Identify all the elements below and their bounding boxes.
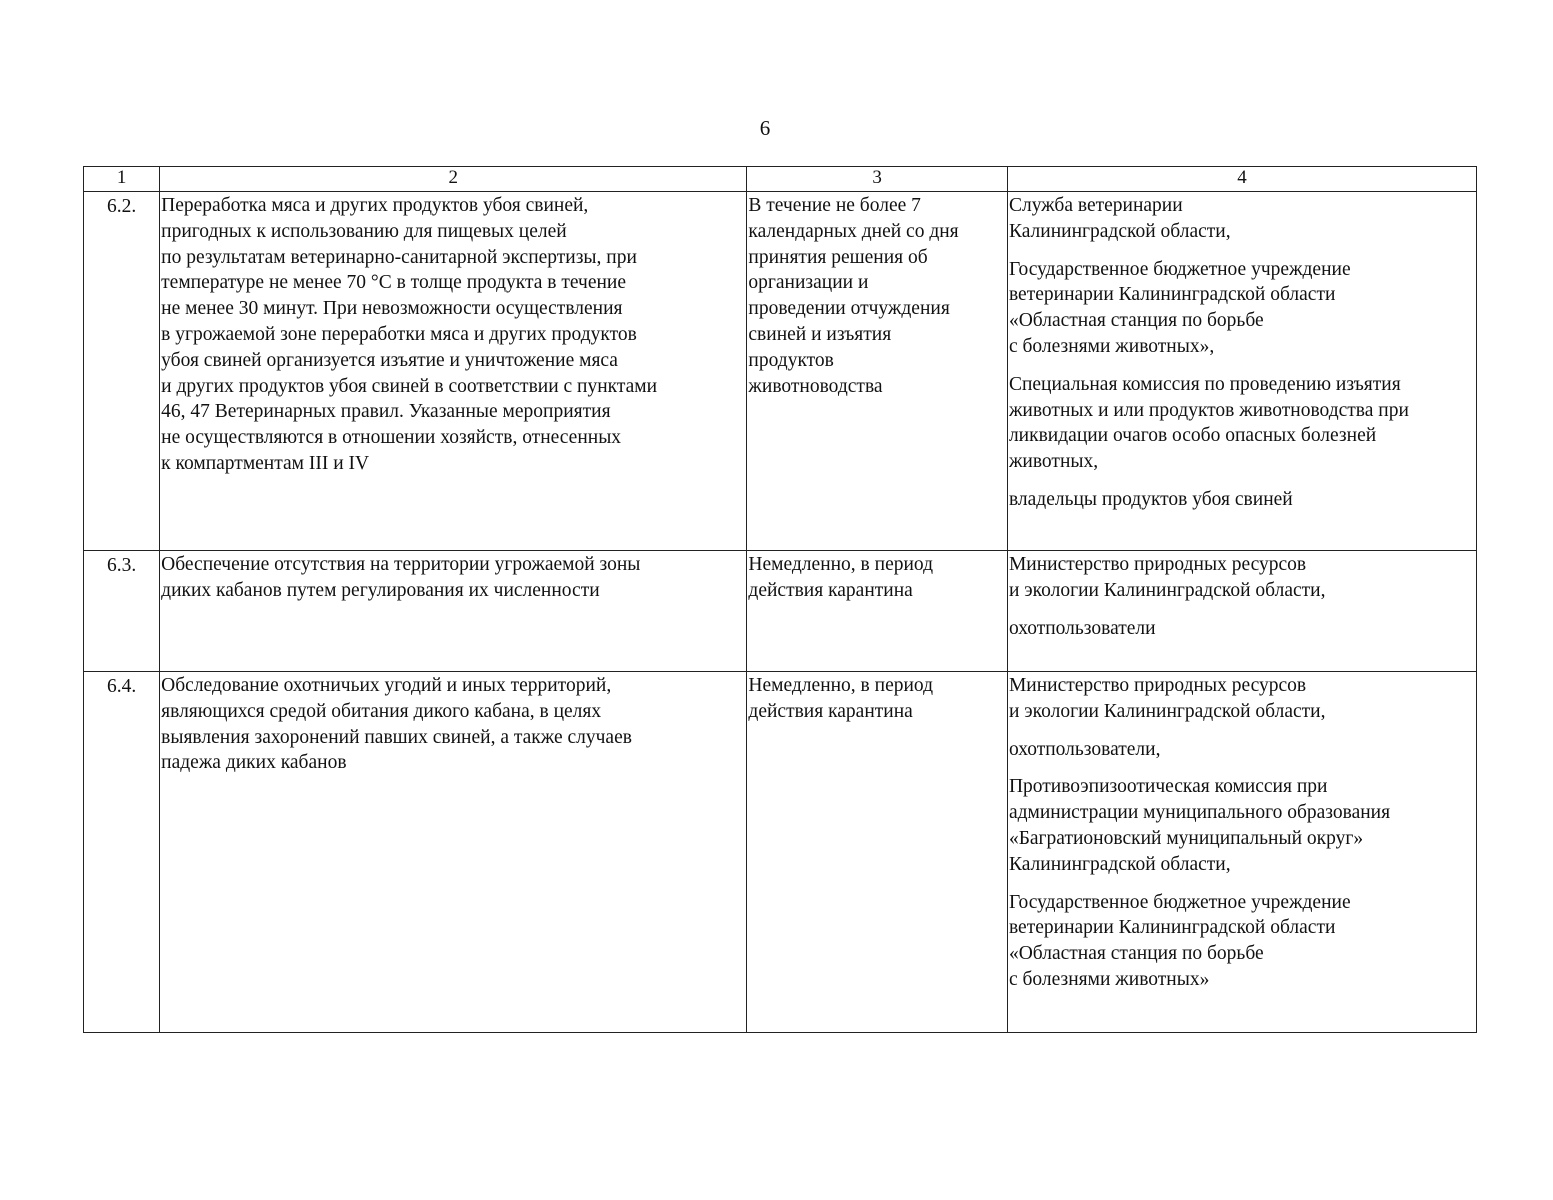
- text-line: и экологии Калининградской области,: [1008, 700, 1326, 722]
- text-line: Калининградской области,: [1008, 220, 1231, 242]
- executor-entry: [1009, 616, 1474, 642]
- text-line: принятия решения об: [748, 246, 928, 268]
- executor-cell: [1007, 672, 1476, 1033]
- executor-entry: [1009, 737, 1474, 763]
- text-line: и других продуктов убоя свиней в соответствии с пунктами: [161, 375, 658, 397]
- text-line: Обследование охотничьих угодий и иных территорий,: [161, 675, 612, 696]
- table-row: [84, 672, 1477, 1033]
- executor-entry: [1009, 673, 1474, 725]
- text-line: «Багратионовский муниципальный округ»: [1008, 827, 1364, 849]
- text-line: температуре не менее 70 °С в толще продукта в течение: [161, 272, 627, 294]
- text-line: в угрожаемой зоне переработки мяса и других продуктов: [161, 323, 637, 345]
- text-line: «Областная станция по борьбе: [1008, 943, 1264, 965]
- text-line: Специальная комиссия по проведению изъятия: [1008, 373, 1401, 395]
- row-number: 6.3.: [84, 551, 160, 672]
- text-line: свиней и изъятия: [748, 323, 892, 345]
- text-line: действия карантина: [748, 700, 913, 722]
- text-line: календарных дней со дня: [748, 220, 959, 242]
- text-line: продуктов: [748, 349, 834, 371]
- table-row: [84, 551, 1477, 672]
- executor-entry: [1009, 552, 1474, 604]
- text-line: владельцы продуктов убоя свиней: [1008, 488, 1293, 510]
- header-cell-num: 1: [84, 167, 160, 192]
- executor-cell: [1007, 192, 1476, 551]
- text-line: ликвидации очагов особо опасных болезней: [1008, 425, 1377, 447]
- measures-table: [83, 166, 1477, 1033]
- text-line: животноводства: [748, 375, 883, 397]
- text-line: являющихся средой обитания дикого кабана, в целях: [161, 700, 602, 722]
- text-line: убоя свиней организуется изъятие и уничтожение мяса: [161, 349, 618, 371]
- header-cell-executor: 4: [1007, 167, 1476, 192]
- executor-entry: [1009, 257, 1474, 360]
- text-line: падежа диких кабанов: [161, 752, 347, 774]
- text-line: охотпользователи,: [1008, 738, 1161, 760]
- header-cell-term: 3: [747, 167, 1008, 192]
- text-line: диких кабанов путем регулирования их численности: [161, 579, 600, 601]
- text-line: Государственное бюджетное учреждение: [1008, 258, 1351, 280]
- text-line: ветеринарии Калининградской области: [1008, 917, 1336, 939]
- text-line: и экологии Калининградской области,: [1008, 579, 1326, 601]
- text-line: с болезнями животных»: [1008, 968, 1210, 990]
- text-line: выявления захоронений павших свиней, а также случаев: [161, 726, 632, 748]
- text-line: не осуществляются в отношении хозяйств, отнесенных: [161, 427, 622, 449]
- row-number: 6.4.: [84, 672, 160, 1033]
- executor-entry: [1009, 193, 1474, 245]
- executor-entry: [1009, 890, 1474, 993]
- text-line: 46, 47 Ветеринарных правил. Указанные мероприятия: [161, 401, 611, 423]
- text-line: Министерство природных ресурсов: [1008, 675, 1307, 696]
- text-line: Калининградской области,: [1008, 853, 1231, 875]
- action-cell: [160, 672, 747, 1033]
- text-line: с болезнями животных»,: [1008, 335, 1215, 357]
- page-number: 6: [759, 116, 771, 140]
- table-row: [84, 192, 1477, 551]
- text-line: действия карантина: [748, 579, 913, 601]
- text-line: Немедленно, в период: [748, 675, 934, 696]
- text-line: пригодных к использованию для пищевых целей: [161, 220, 567, 242]
- text-line: Немедленно, в период: [748, 554, 934, 575]
- action-cell: [160, 551, 747, 672]
- text-line: Противоэпизоотическая комиссия при: [1008, 776, 1328, 798]
- header-cell-action: 2: [160, 167, 747, 192]
- text-line: проведении отчуждения: [748, 298, 950, 320]
- row-number: 6.2.: [84, 192, 160, 551]
- text-line: Служба ветеринарии: [1008, 195, 1183, 216]
- executor-entry: [1009, 372, 1474, 475]
- text-line: не менее 30 минут. При невозможности осуществления: [161, 298, 623, 320]
- text-line: «Областная станция по борьбе: [1008, 310, 1264, 332]
- executor-cell: [1007, 551, 1476, 672]
- term-cell: [747, 672, 1008, 1033]
- text-line: Министерство природных ресурсов: [1008, 554, 1307, 575]
- executor-entry: [1009, 774, 1474, 877]
- text-line: по результатам ветеринарно-санитарной экспертизы, при: [161, 246, 637, 268]
- executor-entry: [1009, 487, 1474, 513]
- text-line: Обеспечение отсутствия на территории угрожаемой зоны: [161, 554, 641, 575]
- term-cell: [747, 192, 1008, 551]
- text-line: охотпользователи: [1008, 617, 1156, 639]
- text-line: Переработка мяса и других продуктов убоя свиней,: [161, 195, 589, 216]
- text-line: Государственное бюджетное учреждение: [1008, 891, 1351, 913]
- action-cell: [160, 192, 747, 551]
- text-line: к компартментам III и IV: [161, 452, 370, 474]
- text-line: администрации муниципального образования: [1008, 802, 1391, 824]
- text-line: животных,: [1008, 451, 1099, 473]
- text-line: животных и или продуктов животноводства при: [1008, 399, 1409, 421]
- table-header-row: [84, 167, 1477, 192]
- text-line: ветеринарии Калининградской области: [1008, 284, 1336, 306]
- text-line: В течение не более 7: [748, 195, 921, 216]
- text-line: организации и: [748, 272, 869, 294]
- term-cell: [747, 551, 1008, 672]
